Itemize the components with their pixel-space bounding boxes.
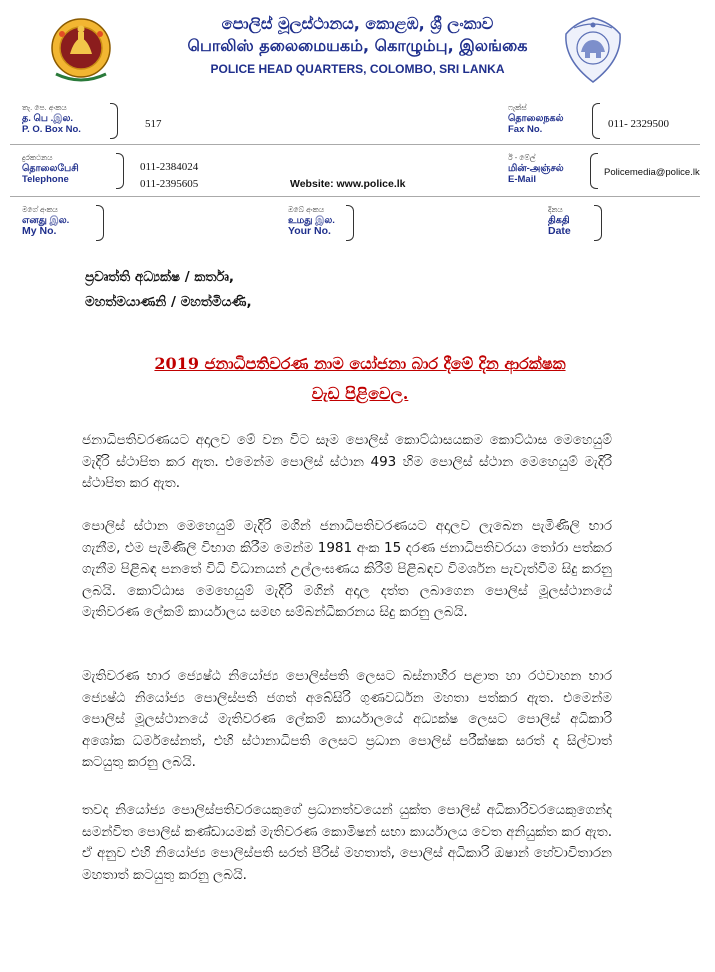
hq-name-tamil: பொலிஸ் தலைமையகம், கொழும்பு, இலங்கை bbox=[187, 36, 528, 55]
email-value: Policemedia@police.lk bbox=[604, 167, 700, 178]
telephone-value-1: 011-2384024 bbox=[140, 161, 199, 173]
police-crest-icon bbox=[562, 16, 624, 86]
paragraph-3: මැතිවරණ භාර ජ්‍යෙෂ්ඨ නියෝජ්‍ය පොලිස්පති ලෙසට බස්නාහිර පළාත හා රථවාහන භාර ජ්‍යෙෂ්ඨ නියෝජ්‍ය පොලිස්පති ජගත් අබේසිරි ගුණවර්ධන මහතා පත්කර ඇත. එමෙන්ම පොලිස් මූලස්ථානයේ මැතිවරණ ලේකම් කාර්යාලයේ අධ්‍යක්ෂ ලෙසට පොලිස් අධිකාරි අශෝක ධර්මසේනත්, එහි ස්ථානාධිපති ලෙසට ප්‍රධාන පොලිස් පරීක්ෂක සරත් ද සිල්වාත් කටයුතු කරනු ලබයි. bbox=[82, 668, 612, 770]
website: Website: www.police.lk bbox=[290, 178, 406, 190]
telephone-value-2: 011-2395605 bbox=[140, 178, 199, 190]
my-no-label: මගේ අංකය எனது இல. My No. bbox=[22, 205, 70, 237]
your-no-label: ඔබේ අංකය உமது இல. Your No. bbox=[288, 205, 335, 237]
document-title-line-1: 2019 ජනාධිපතිවරණ නාම යෝජනා බාර දීමේ දින ආරක්ෂක bbox=[154, 354, 566, 373]
paragraph-2: පොලිස් ස්ථාන මෙහෙයුම් මැදිරි මගින් ජනාධිපතිවරණයට අදාලව ලැබෙන පැමිණිලි භාර ගැනීම, එම පැමිණිලි විභාග කිරීම මෙන්ම 1981 අංක 15 දරණ ජනාධිපතිවරයා තෝරා පත්කර ගැනීම පිළිබඳ පනතේ විධි විධානයන් උල්ලංඝණය කිරීම් පිළිබඳව විමර්ශන පැවැත්වීම සිදු කරනු ලබයි. කොට්ඨාස මෙහෙයුම් මැදිරි මගින් අදාල දත්ත ලබාගෙන පොලිස් මූලස්ථානයේ මැතිවරණ ලේකම් කාර්යාලය සමඟ සම්බන්ධීකරනය සිදු කරනු ලබයි. bbox=[82, 518, 612, 620]
your-no-brace bbox=[346, 205, 354, 241]
addressee-line-1: ප්‍රවෘත්ති අධ්‍යක්ෂ / කර්තෘ, bbox=[85, 269, 235, 285]
date-label: දිනය திகதி Date bbox=[548, 205, 571, 237]
hq-name-sinhala: පොලිස් මූලස්ථානය, කොළඹ, ශ්‍රී ලංකාව bbox=[221, 14, 494, 33]
fax-value: 011- 2329500 bbox=[608, 118, 670, 130]
telephone-label: දුරකථනය தொலைபேசி Telephone bbox=[22, 153, 79, 185]
fax-label: ෆැක්ස් தொலைநகல் Fax No. bbox=[508, 103, 564, 135]
po-box-brace bbox=[110, 103, 118, 139]
hq-name-english: POLICE HEAD QUARTERS, COLOMBO, SRI LANKA bbox=[210, 62, 505, 76]
document-title-line-2: වැඩ පිළිවෙල. bbox=[311, 384, 409, 403]
header-divider bbox=[10, 144, 700, 145]
fax-brace bbox=[592, 103, 600, 139]
po-box-value: 517 bbox=[145, 118, 162, 130]
date-brace bbox=[594, 205, 602, 241]
header-divider-2 bbox=[10, 196, 700, 197]
paragraph-4: තවද නියෝජ්‍ය පොලිස්පතිවරයෙකුගේ ප්‍රධානත්වයෙන් යුක්ත පොලිස් අධිකාරිවරයෙකුගෙන්ද සමන්විත පොලිස් කණ්ඩායමක් මැතිවරණ කොමිෂන් සභා කාර්යාලය වෙත අනියුක්ත කර ඇත. ඒ අනුව එහි නියෝජ්‍ය පොලිස්පති සරත් පීරිස් මහතාත්, පොලිස් අධිකාරි ඔෂාන් හේවාවිතාරන මහතාත් කටයුතු කරනු ලබයි. bbox=[82, 802, 612, 883]
email-label: ඊ - මේල් மின்-அஞ்சல் E-Mail bbox=[508, 153, 564, 185]
addressee-line-2: මහත්මයාණනි / මහත්මියණි, bbox=[85, 294, 252, 310]
paragraph-1: ජනාධිපතිවරණයට අදාලව මේ වන විට සෑම පොලිස් කොට්ඨාසයකම කොට්ඨාස මෙහෙයුම් මැදිරි ස්ථාපිත කර ඇත. එමෙන්ම පොලිස් ස්ථාන 493 හිම පොලිස් ස්ථාන මෙහෙයුම් මැදිරි ස්ථාපිත කර ඇත. bbox=[82, 432, 612, 491]
telephone-brace bbox=[116, 153, 124, 189]
email-brace bbox=[590, 153, 598, 189]
my-no-brace bbox=[96, 205, 104, 241]
po-box-label: තැ. පෙ. අංකය த. பெ .இல. P. O. Box No. bbox=[22, 103, 81, 135]
